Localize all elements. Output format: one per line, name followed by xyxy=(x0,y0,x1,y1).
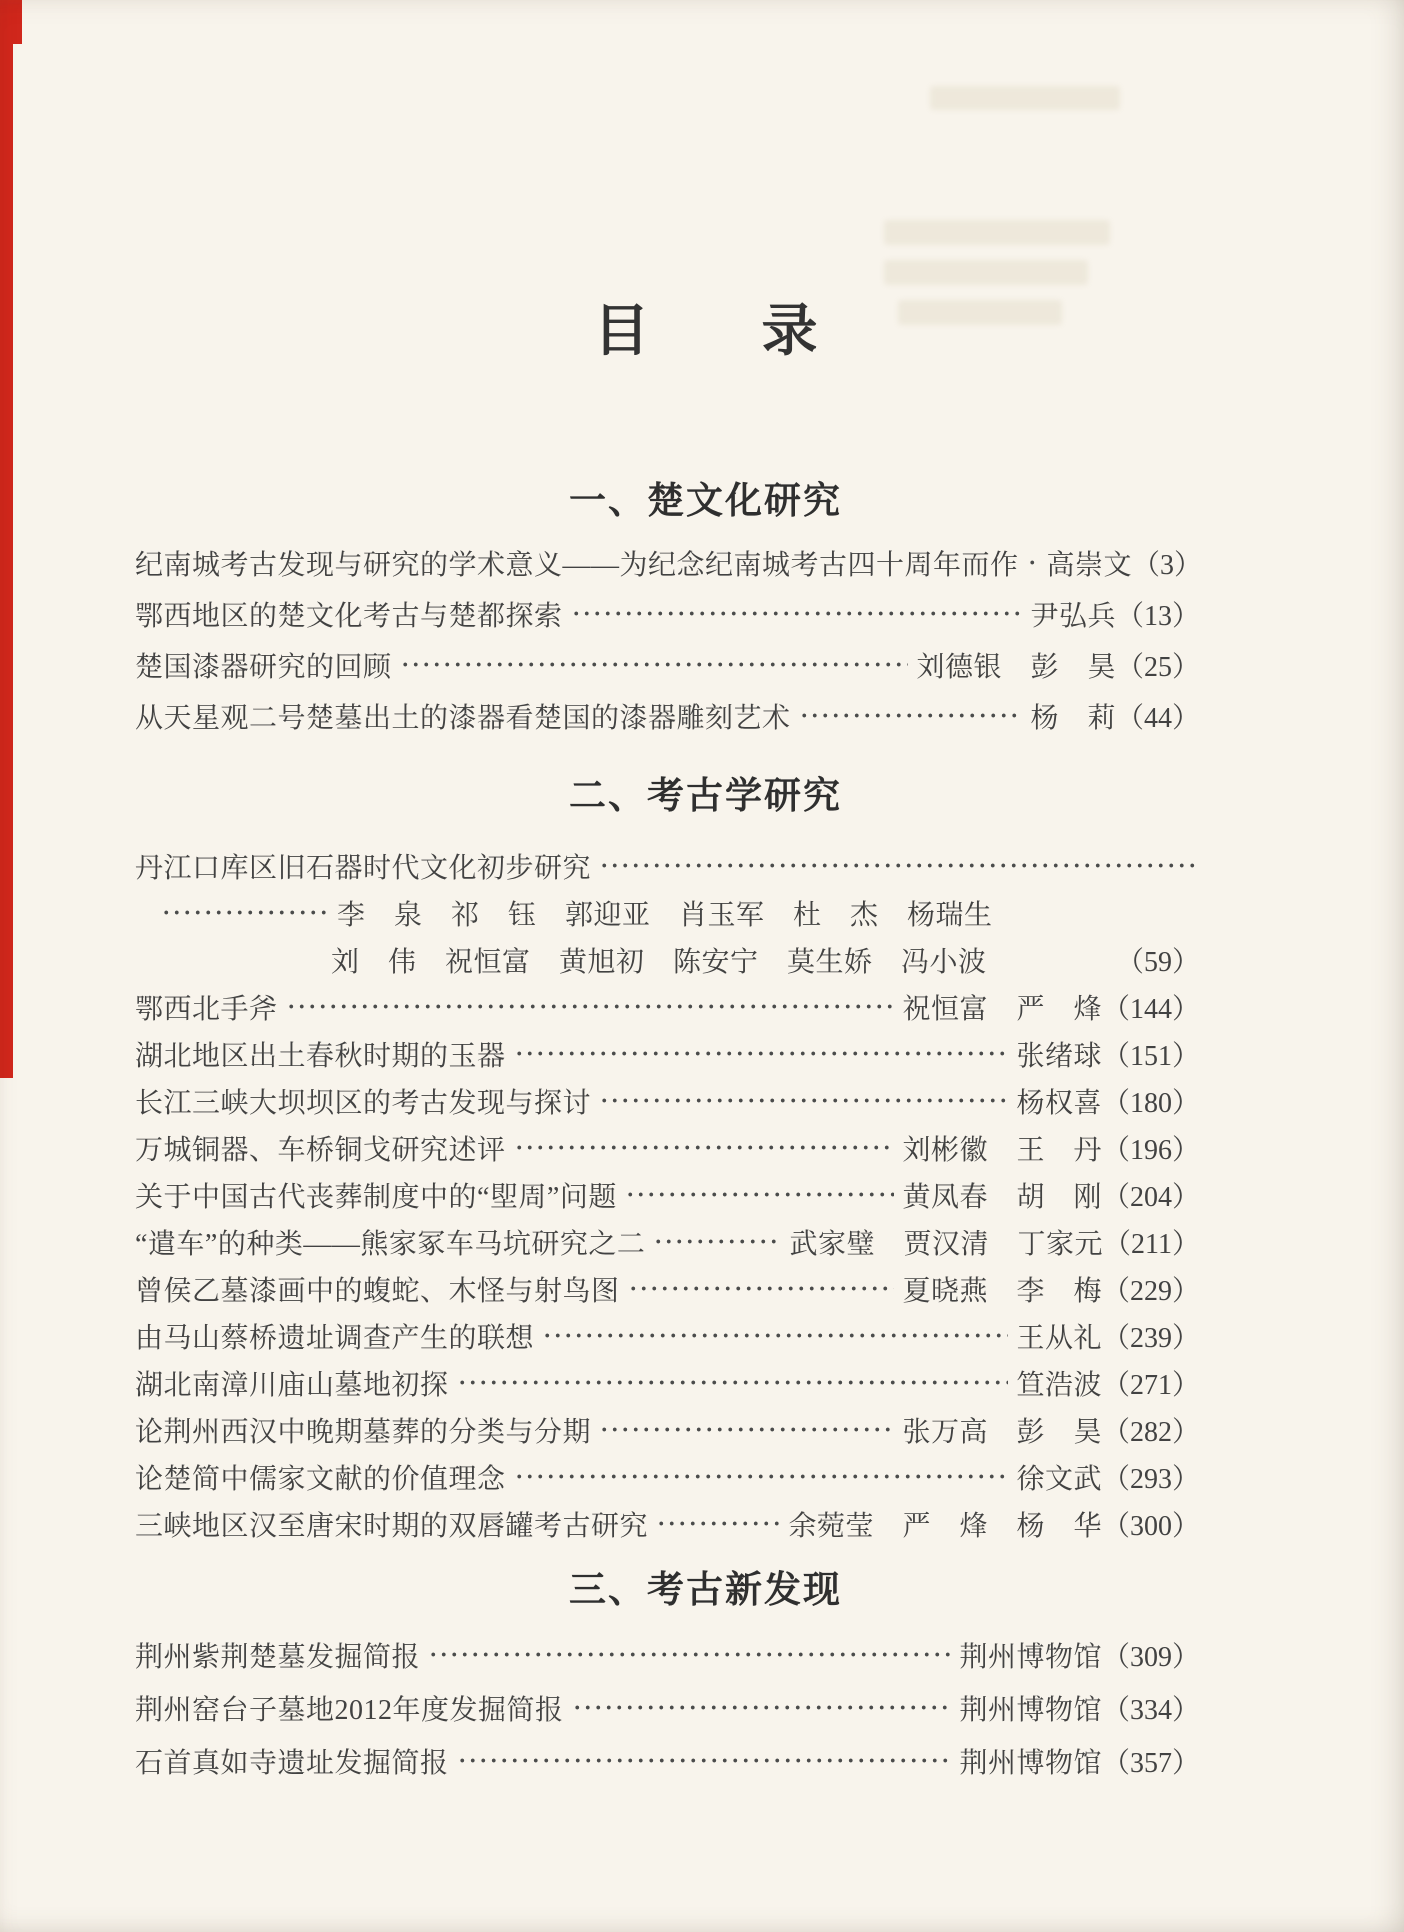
entry-title: 纪南城考古发现与研究的学术意义——为纪念纪南城考古四十周年而作 xyxy=(135,549,1019,581)
entry-page-number: （59） xyxy=(1115,946,1200,978)
dot-leader xyxy=(514,1472,1009,1481)
entry-page-number: （3） xyxy=(1132,549,1203,581)
entry-authors: 张万高 彭 昊 xyxy=(902,1416,1102,1448)
entry-page-number: （293） xyxy=(1101,1463,1200,1495)
entry-page-number: （229） xyxy=(1101,1275,1200,1307)
entry-title: 万城铜器、车桥铜戈研究述评 xyxy=(135,1134,506,1166)
entry-page-number: （282） xyxy=(1101,1416,1200,1448)
toc-entry-row xyxy=(135,1265,1200,1312)
toc-entry-row xyxy=(135,1171,1200,1218)
entry-authors: 荆州博物馆 xyxy=(959,1641,1102,1673)
entry-authors: 祝恒富 严 烽 xyxy=(902,993,1102,1025)
toc-entry-row xyxy=(135,1077,1200,1124)
dot-leader xyxy=(572,1703,952,1712)
toc-section xyxy=(135,1559,1200,1787)
toc-entry-row xyxy=(135,1312,1200,1359)
entry-authors: 夏晓燕 李 梅 xyxy=(902,1275,1102,1307)
entry-page-number: （271） xyxy=(1101,1369,1200,1401)
entry-authors: 荆州博物馆 xyxy=(959,1694,1102,1726)
entry-page-number: （357） xyxy=(1101,1747,1200,1779)
entry-title: “遣车”的种类——熊家冢车马坑研究之二 xyxy=(135,1228,646,1260)
toc-content xyxy=(135,470,1203,1787)
entry-authors: 武家璧 贾汉清 丁家元 xyxy=(789,1228,1104,1260)
entry-authors: 刘彬徽 王 丹 xyxy=(902,1134,1102,1166)
section-heading: 二、考古学研究 xyxy=(569,775,842,816)
toc-entry-row xyxy=(135,639,1200,690)
entry-title: 楚国漆器研究的回顾 xyxy=(135,651,392,683)
entry-page-number: （300） xyxy=(1101,1510,1200,1542)
entry-authors: 尹弘兵 xyxy=(1030,600,1116,632)
entry-page-number: （334） xyxy=(1101,1694,1200,1726)
entry-authors: 杨权喜 xyxy=(1016,1087,1102,1119)
toc-entry-row xyxy=(135,842,1200,889)
dot-leader xyxy=(599,1096,1008,1105)
toc-entry-row xyxy=(135,1030,1200,1077)
entry-page-number: （44） xyxy=(1115,702,1200,734)
binding-red-stripe xyxy=(0,0,13,1078)
toc-entry-row xyxy=(135,1218,1200,1265)
dot-leader xyxy=(542,1331,1008,1340)
entry-authors: 刘 伟 祝恒富 黄旭初 陈安宁 莫生娇 冯小波 xyxy=(331,946,987,978)
toc-entry-row xyxy=(135,1359,1200,1406)
dot-leader xyxy=(161,908,329,917)
entry-title: 鄂西地区的楚文化考古与楚都探索 xyxy=(135,600,563,632)
entry-page-number: （204） xyxy=(1101,1181,1200,1213)
dot-leader xyxy=(625,1190,895,1199)
entry-title: 从天星观二号楚墓出土的漆器看楚国的漆器雕刻艺术 xyxy=(135,702,791,734)
dot-leader xyxy=(571,609,1023,618)
dot-leader xyxy=(799,711,1023,720)
toc-entry-row xyxy=(135,936,1200,983)
toc-entry-row xyxy=(135,983,1200,1030)
entry-authors: 张绪球 xyxy=(1016,1040,1102,1072)
entry-title: 三峡地区汉至唐宋时期的双唇罐考古研究 xyxy=(135,1510,649,1542)
entry-title: 丹江口库区旧石器时代文化初步研究 xyxy=(135,852,592,884)
dot-leader xyxy=(1027,558,1039,567)
toc-entry-row xyxy=(135,1453,1200,1500)
entry-authors: 黄凤春 胡 刚 xyxy=(902,1181,1102,1213)
toc-entry-row xyxy=(135,537,1203,588)
section-heading: 一、楚文化研究 xyxy=(569,480,842,521)
entry-page-number: （211） xyxy=(1103,1228,1200,1260)
entry-page-number: （196） xyxy=(1101,1134,1200,1166)
entry-title: 曾侯乙墓漆画中的蝮蛇、木怪与射鸟图 xyxy=(135,1275,620,1307)
entry-page-number: （13） xyxy=(1115,600,1200,632)
entry-title: 湖北南漳川庙山墓地初探 xyxy=(135,1369,449,1401)
dot-leader xyxy=(599,861,1200,870)
dot-leader xyxy=(514,1143,895,1152)
entry-authors: 杨 莉 xyxy=(1030,702,1116,734)
entry-authors: 王从礼 xyxy=(1016,1322,1102,1354)
entry-authors: 荆州博物馆 xyxy=(959,1747,1102,1779)
toc-entry-row xyxy=(135,1628,1200,1681)
entry-authors: 徐文武 xyxy=(1016,1463,1102,1495)
entry-page-number: （309） xyxy=(1101,1641,1200,1673)
section-heading: 三、考古新发现 xyxy=(569,1569,842,1610)
entry-title: 荆州窑台子墓地2012年度发掘简报 xyxy=(135,1694,564,1726)
toc-entry-row xyxy=(135,588,1200,639)
entry-authors: 余菀莹 严 烽 杨 华 xyxy=(788,1510,1102,1542)
entry-title: 长江三峡大坝坝区的考古发现与探讨 xyxy=(135,1087,592,1119)
toc-section xyxy=(135,470,1203,741)
entry-page-number: （239） xyxy=(1101,1322,1200,1354)
dot-leader xyxy=(628,1284,895,1293)
dot-leader xyxy=(457,1756,952,1765)
toc-entry-row xyxy=(135,690,1200,741)
entry-title: 湖北地区出土春秋时期的玉器 xyxy=(135,1040,506,1072)
toc-entry-row xyxy=(135,1124,1200,1171)
dot-leader xyxy=(653,1237,781,1246)
entry-title: 荆州紫荆楚墓发掘简报 xyxy=(135,1641,421,1673)
dot-leader xyxy=(656,1519,780,1528)
toc-entry-row xyxy=(135,1734,1200,1787)
dot-leader xyxy=(457,1378,1009,1387)
toc-page xyxy=(135,0,1203,1787)
entry-authors: 笪浩波 xyxy=(1016,1369,1102,1401)
entry-title: 论荆州西汉中晚期墓葬的分类与分期 xyxy=(135,1416,592,1448)
dot-leader xyxy=(599,1425,894,1434)
entry-page-number: （144） xyxy=(1101,993,1200,1025)
entry-authors: 刘德银 彭 昊 xyxy=(916,651,1116,683)
dot-leader xyxy=(514,1049,1009,1058)
toc-section xyxy=(135,765,1200,1547)
dot-leader xyxy=(428,1650,951,1659)
entry-page-number: （180） xyxy=(1101,1087,1200,1119)
entry-page-number: （151） xyxy=(1101,1040,1200,1072)
toc-entry-row xyxy=(135,1406,1200,1453)
dot-leader xyxy=(400,660,909,669)
entry-title: 由马山蔡桥遗址调查产生的联想 xyxy=(135,1322,535,1354)
entry-title: 石首真如寺遗址发掘简报 xyxy=(135,1747,449,1779)
entry-page-number: （25） xyxy=(1115,651,1200,683)
entry-title: 关于中国古代丧葬制度中的“堲周”问题 xyxy=(135,1181,617,1213)
toc-entry-row xyxy=(135,889,1200,936)
entry-authors: 高崇文 xyxy=(1046,549,1133,581)
page-title: 目 录 xyxy=(593,301,818,363)
entry-title: 鄂西北手斧 xyxy=(135,993,278,1025)
toc-entry-row xyxy=(135,1500,1200,1547)
entry-authors: 李 泉 祁 钰 郭迎亚 肖玉军 杜 杰 杨瑞生 xyxy=(337,899,993,931)
toc-entry-row xyxy=(135,1681,1200,1734)
entry-title: 论楚简中儒家文献的价值理念 xyxy=(135,1463,506,1495)
dot-leader xyxy=(286,1002,895,1011)
